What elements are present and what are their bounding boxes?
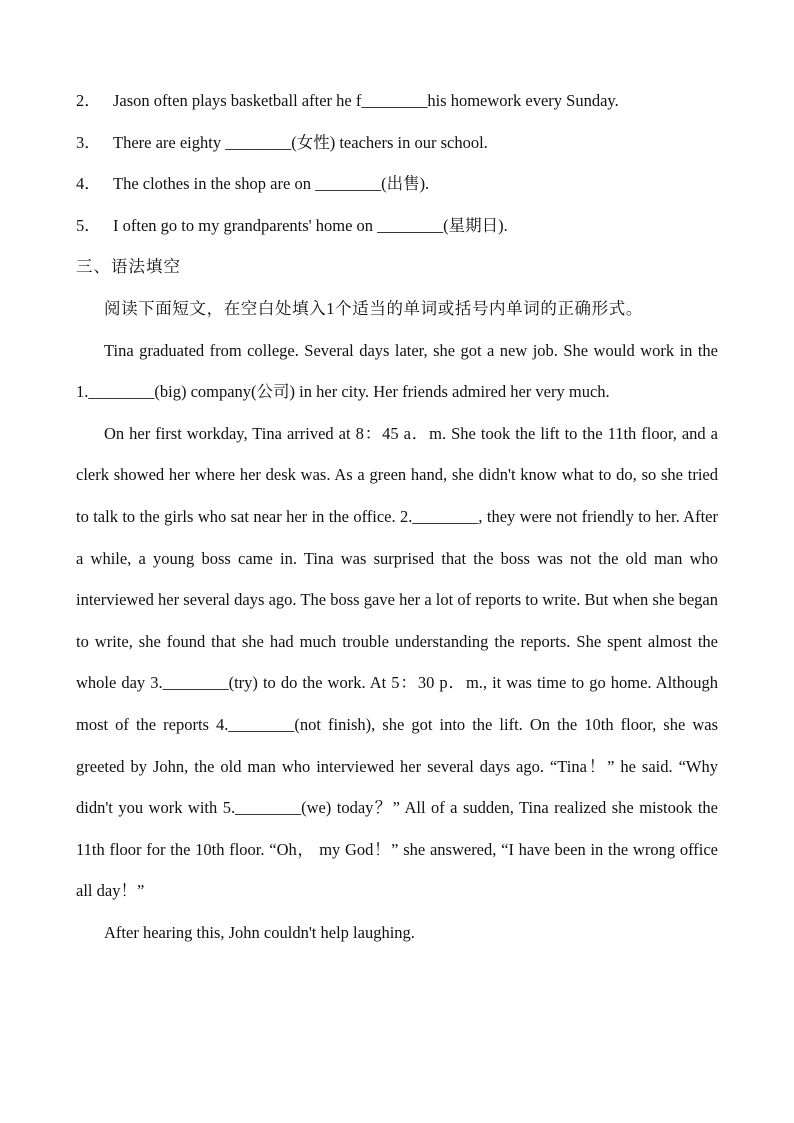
question-item: [76, 122, 718, 164]
question-text: I often go to my grandparents' home on ________(星期日).: [113, 215, 508, 235]
passage-paragraph: Tina graduated from college. Several days later, she got a new job. She would work in the 1.________(big) company(公司) in her city. Her friends admired her very much.: [76, 340, 718, 402]
question-number: 3．: [76, 132, 101, 152]
passage-paragraph: After hearing this, John couldn't help laughing.: [104, 922, 415, 942]
question-text: The clothes in the shop are on ________(出售).: [113, 174, 430, 194]
question-text: There are eighty ________(女性) teachers in our school.: [113, 132, 488, 152]
question-number: 5．: [76, 215, 101, 235]
instruction-text: 阅读下面短文，在空白处填入1个适当的单词或括号内单词的正确形式。: [104, 298, 643, 318]
question-item: [76, 205, 718, 247]
question-item: [76, 163, 718, 205]
document-page: [76, 80, 718, 953]
section-title: 三、语法填空: [76, 257, 181, 277]
question-number: 2．: [76, 91, 101, 110]
question-number: 4．: [76, 174, 101, 194]
question-text: Jason often plays basketball after he f________his homework every Sunday.: [113, 91, 619, 110]
passage-paragraph: On her first workday, Tina arrived at 8：45 a．m. She took the lift to the 11th floor, and a clerk showed her where her desk was. As a green hand, she didn't know what to do, so she tried to talk to the girls who sat near her in the office. 2.________, they were not friendly to her. After a while, a young boss came in. Tina was surprised that the boss was not the old man who interviewed her several days ago. The boss gave her a lot of reports to write. But when she began to write, she found that she had much trouble understanding the reports. She spent almost the whole day 3.________(try) to do the work. At 5：30 p．m., it was time to go home. Although most of the reports 4.________(not finish), she got into the lift. On the 10th floor, she was greeted by John, the old man who interviewed her several days ago. “Tina！” he said. “Why didn't you work with 5.________(we) today？” All of a sudden, Tina realized she mistook the 11th floor for the 10th floor. “Oh， my God！” she answered, “I have been in the wrong office all day！”: [76, 423, 718, 901]
question-item: [76, 80, 718, 122]
